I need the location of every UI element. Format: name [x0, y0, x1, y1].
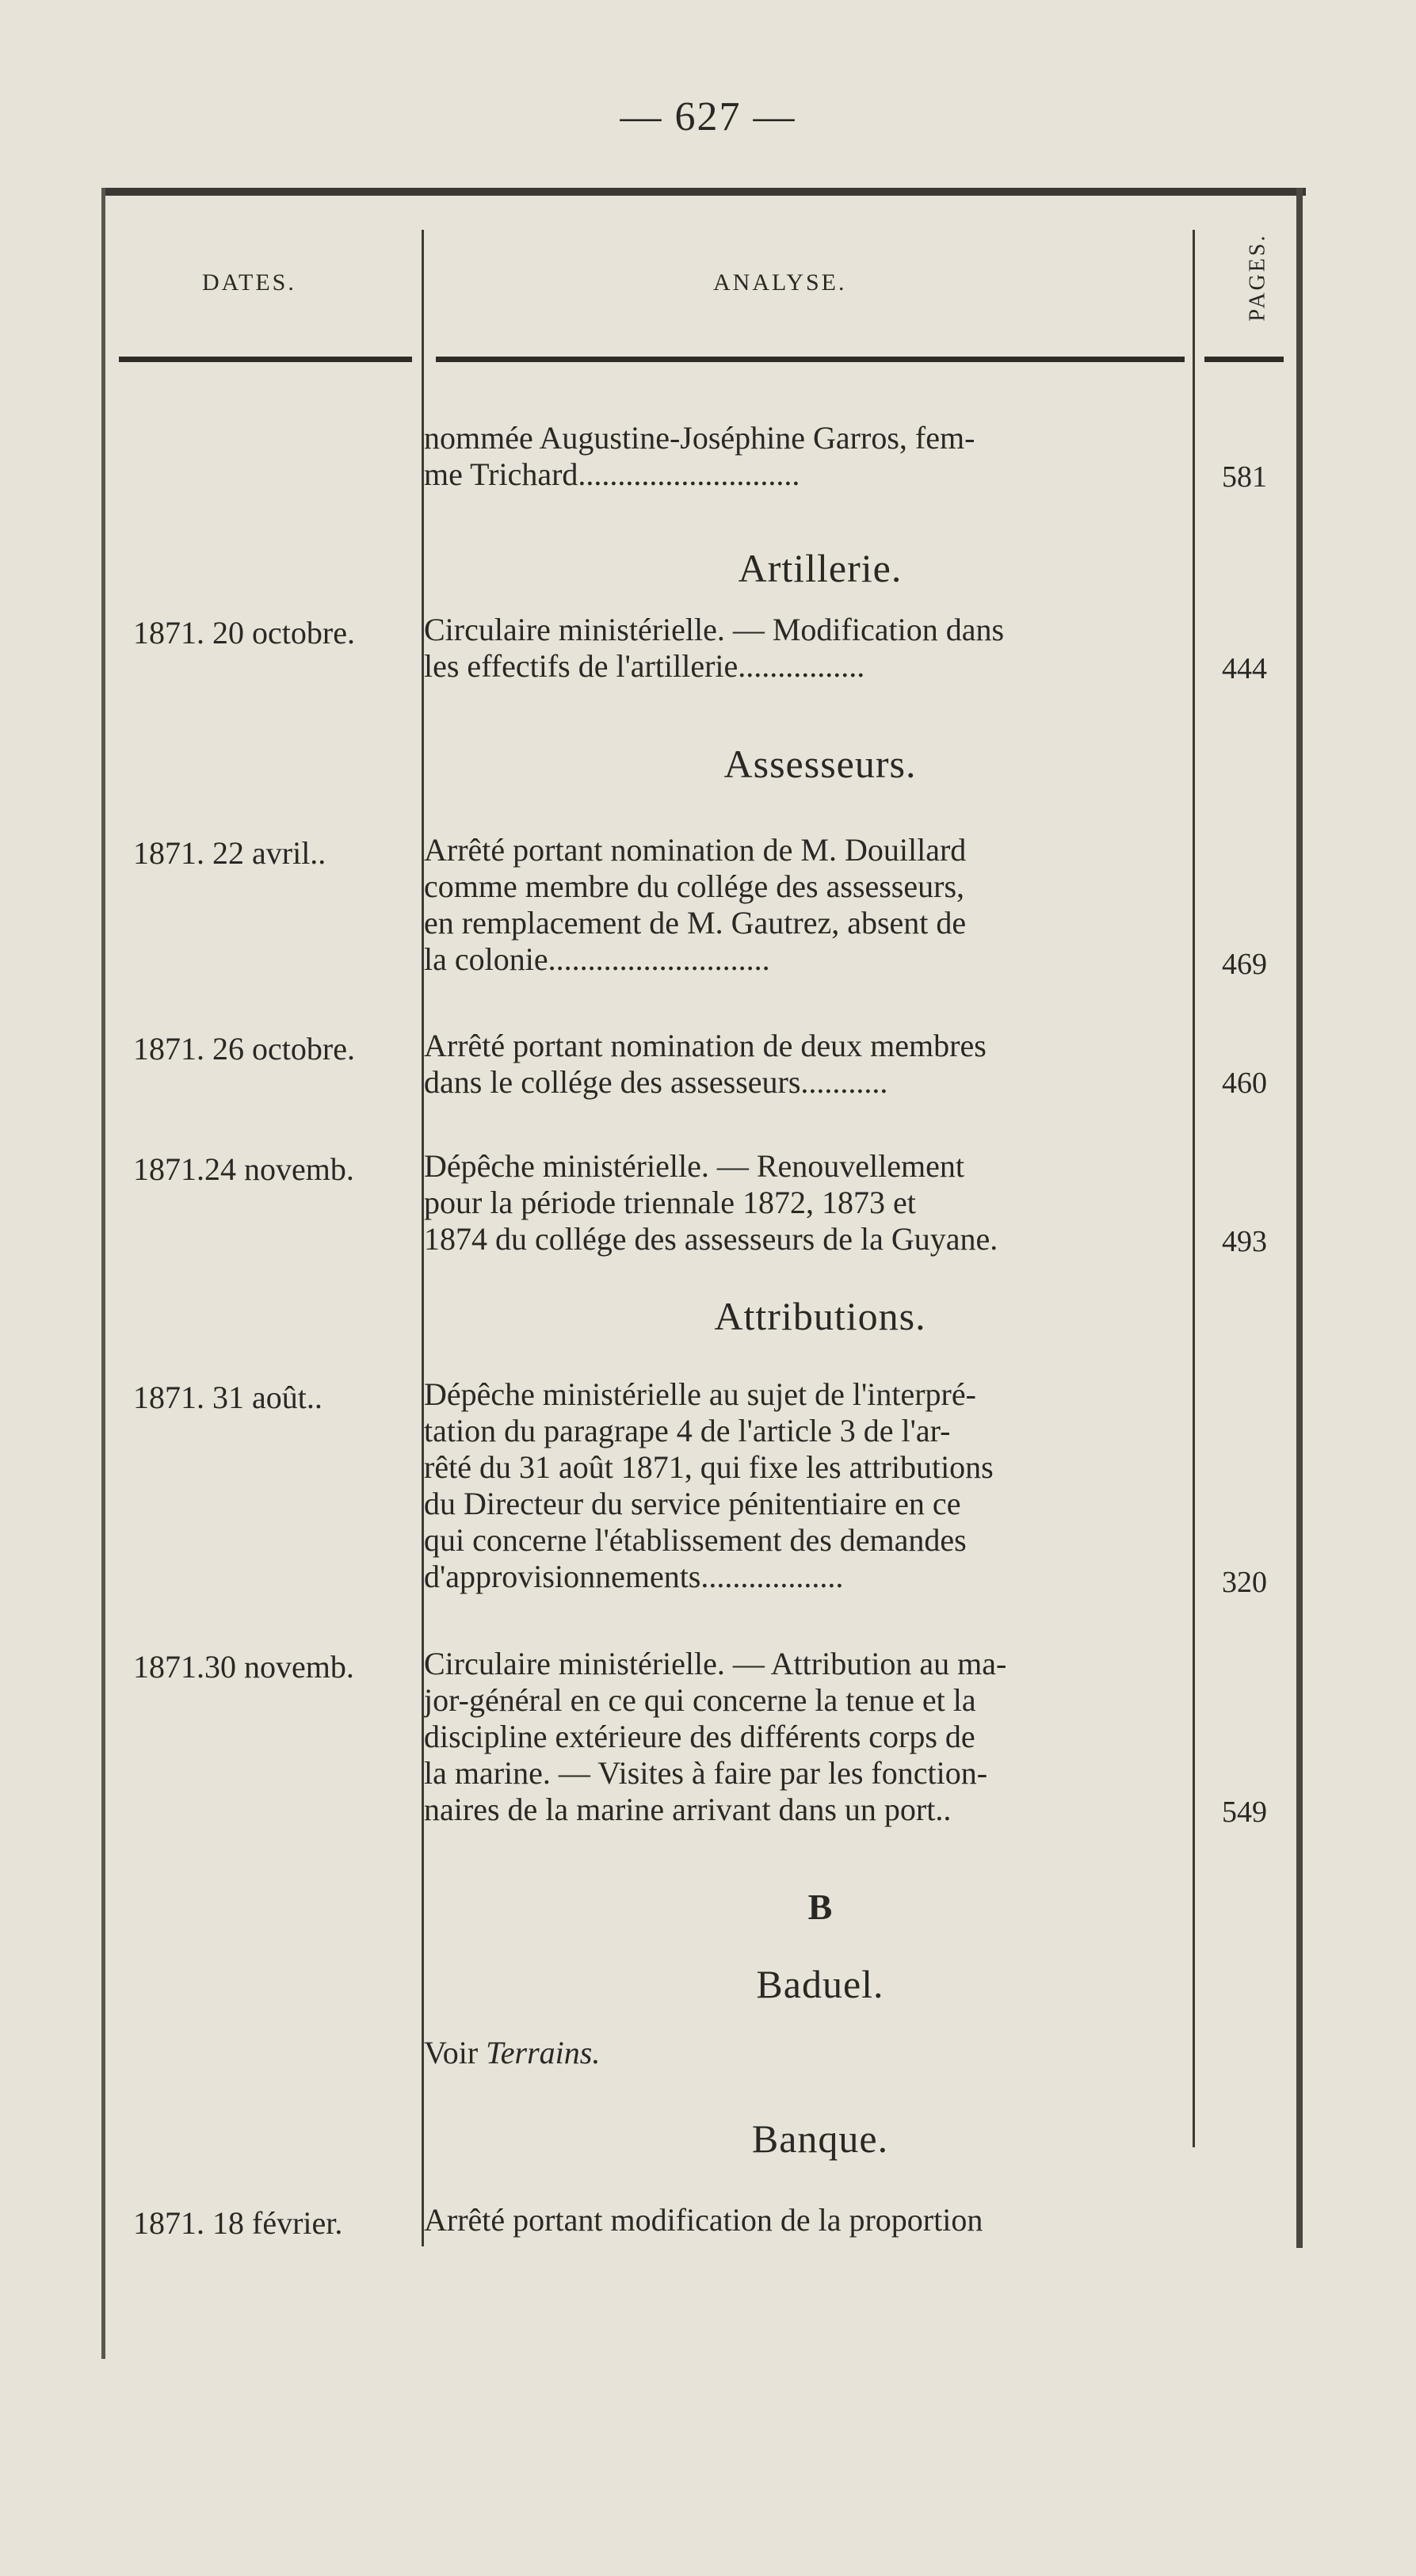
section-heading-banque: Banque.	[751, 2116, 889, 2161]
pages-column-divider	[1193, 230, 1195, 2147]
text-line: naires de la marine arrivant dans un port..	[424, 1792, 952, 1827]
analyse-header: ANALYSE.	[713, 269, 847, 296]
entry-date: 1871. 31 août..	[133, 1380, 323, 1415]
continuation-text	[424, 420, 1193, 493]
page-ref: 469	[1222, 948, 1267, 981]
header-rule-dates	[119, 357, 412, 362]
text-line: discipline extérieure des différents corps de	[424, 1719, 975, 1754]
entry-date: 1871. 20 octobre.	[133, 615, 355, 651]
page-ref: 320	[1222, 1566, 1267, 1599]
text-line: 1874 du collége des assesseurs de la Guyane.	[424, 1221, 998, 1257]
header-rule-pages	[1204, 357, 1284, 362]
entry-date: 1871.24 novemb.	[133, 1151, 354, 1187]
cross-reference-prefix: Voir	[424, 2035, 487, 2070]
section-heading-artillerie: Artillerie.	[738, 546, 903, 590]
section-heading-baduel: Baduel.	[756, 1962, 884, 2006]
text-line: pour la période triennale 1872, 1873 et	[424, 1185, 916, 1220]
pages-header: PAGES.	[1246, 233, 1270, 322]
page-number: — 627 —	[620, 94, 796, 139]
entry-text	[424, 2202, 1193, 2238]
section-heading-attributions: Attributions.	[714, 1294, 926, 1338]
text-line: dans le collége des assesseurs...........	[424, 1064, 888, 1100]
page-ref: 581	[1222, 460, 1267, 494]
table-left-border	[101, 188, 105, 2359]
text-line: Circulaire ministérielle. — Modification dans	[424, 612, 1005, 647]
text-line: du Directeur du service pénitentiaire en ce	[424, 1486, 961, 1521]
text-line: Arrêté portant modification de la proportion	[424, 2202, 983, 2238]
page-ref: 493	[1222, 1225, 1267, 1258]
entry-text	[424, 1376, 1193, 1595]
text-line: Arrêté portant nomination de deux membres	[424, 1028, 987, 1063]
entry-text	[424, 832, 1193, 978]
table-top-border	[101, 188, 1306, 196]
section-heading-assesseurs: Assesseurs.	[723, 742, 917, 786]
cross-reference-target: Terrains.	[486, 2035, 601, 2070]
header-rule-analyse	[436, 357, 1185, 362]
entry-date: 1871. 18 février.	[133, 2205, 343, 2241]
text-line: tation du paragrape 4 de l'article 3 de l'ar-	[424, 1413, 951, 1448]
page-ref: 460	[1222, 1067, 1267, 1100]
text-line: en remplacement de M. Gautrez, absent de	[424, 905, 967, 941]
text-line: la colonie............................	[424, 941, 770, 977]
entry-text	[424, 1028, 1193, 1101]
text-line: jor-général en ce qui concerne la tenue et la	[424, 1682, 976, 1718]
dates-header: DATES.	[202, 269, 296, 296]
entry-text	[424, 1148, 1193, 1257]
text-line: Circulaire ministérielle. — Attribution au ma-	[424, 1646, 1007, 1681]
text-line: nommée Augustine-Joséphine Garros, fem-	[424, 420, 975, 456]
text-line: me Trichard............................	[424, 456, 800, 492]
text-line: d'approvisionnements..................	[424, 1559, 844, 1594]
entry-text	[424, 612, 1193, 685]
letter-heading-b: B	[807, 1887, 833, 1927]
text-line: Dépêche ministérielle. — Renouvellement	[424, 1148, 964, 1184]
cross-reference	[424, 2035, 1193, 2071]
entry-date: 1871. 22 avril..	[133, 835, 326, 871]
table-right-border	[1296, 188, 1303, 2248]
page-ref: 444	[1222, 652, 1267, 685]
text-line: Dépêche ministérielle au sujet de l'interpré-	[424, 1376, 976, 1412]
entry-date: 1871. 26 octobre.	[133, 1031, 355, 1067]
text-line: la marine. — Visites à faire par les fonction-	[424, 1755, 988, 1791]
entry-text	[424, 1646, 1193, 1828]
text-line: qui concerne l'établissement des demandes	[424, 1522, 967, 1558]
entry-date: 1871.30 novemb.	[133, 1649, 354, 1685]
page-ref: 549	[1222, 1796, 1267, 1829]
text-line: Arrêté portant nomination de M. Douillard	[424, 832, 967, 868]
text-line: comme membre du collége des assesseurs,	[424, 868, 965, 904]
text-line: les effectifs de l'artillerie................	[424, 648, 865, 684]
text-line: rêté du 31 août 1871, qui fixe les attributions	[424, 1449, 994, 1485]
